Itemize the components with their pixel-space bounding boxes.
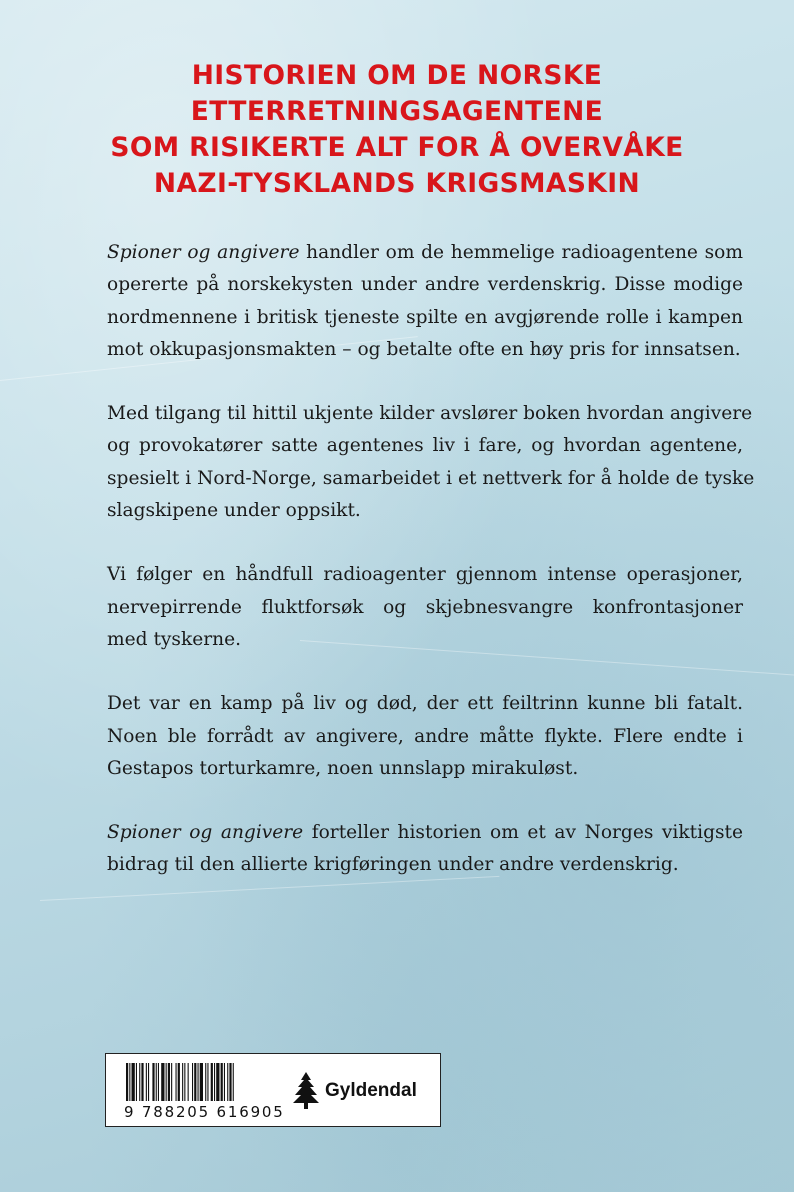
isbn-barcode-box [105,1053,441,1127]
barcode-bar [126,1063,128,1101]
text-line: slagskipene under oppsikt. [107,500,361,522]
barcode-bar [224,1063,225,1101]
text-line: med tyskerne. [107,628,242,650]
text-line: Med tilgang til hittil ukjente kilder avslører boken hvordan angivere [107,403,753,425]
barcode-bar [194,1063,196,1101]
text-line: nervepirrende fluktforsøk og skjebnesvangre konfrontasjoner [107,596,743,618]
text-line: nordmennene i britisk tjeneste spilte en avgjørende rolle i kampen [107,306,743,328]
publisher-name: Gyldendal [325,1080,417,1101]
barcode-bar [205,1063,206,1101]
barcode-bar [216,1063,219,1101]
text-line: Vi følger en håndfull radioagenter gjennom intense operasjoner, [107,564,743,586]
text-line: bidrag til den allierte krigføringen under andre verdenskrig. [107,854,679,876]
book-title-italic: Spioner og angivere [107,822,304,844]
barcode-bar [211,1063,213,1101]
text-span: forteller historien om et av Norges viktigste [303,822,743,844]
blurb-paragraph-5 [107,817,743,882]
barcode-bar [221,1063,223,1101]
barcode-bar [188,1063,189,1101]
barcode-bar [148,1063,149,1101]
barcode-bar [227,1063,228,1101]
book-title-italic: Spioner og angivere [107,242,300,263]
barcode-bar [152,1063,154,1101]
text-span: handler om de hemmelige radioagentene som [299,242,743,263]
headline-line: ETTERRETNINGSAGENTENE [190,96,604,127]
text-line: Noen ble forrådt av angivere, andre måtte flykte. Flere endte i [107,725,743,747]
blurb-paragraph-4 [107,688,743,785]
barcode-bar [168,1063,170,1101]
barcode-bar [166,1063,167,1101]
blurb-paragraph-2 [107,398,755,527]
barcode-bar [182,1063,183,1101]
tree-icon [291,1070,321,1110]
blurb-paragraph-3 [107,559,743,656]
text-line [107,817,743,849]
barcode-bar [132,1063,135,1101]
text-line: spesielt i Nord-Norge, samarbeidet i et nettverk for å holde de tyske [107,467,755,489]
text-line: opererte på norskekysten under andre verdenskrig. Disse modige [107,274,743,296]
blurb-text [107,237,755,914]
barcode-bar [161,1063,164,1101]
barcode-bar [158,1063,159,1101]
barcode-bar [200,1063,203,1101]
text-line: Gestapos torturkamre, noen unnslapp mirakuløst. [107,757,579,779]
barcode-bar [141,1063,143,1101]
barcode-bar [214,1063,215,1101]
barcode-bar [207,1063,208,1101]
barcode-bar [176,1063,177,1101]
blurb-paragraph-1 [107,237,743,366]
publisher-logo [291,1070,436,1112]
text-line: mot okkupasjonsmakten – og betalte ofte en høy pris for innsatsen. [107,338,741,360]
text-line: og provokatører satte agentenes liv i fare, og hvordan agentene, [107,435,743,457]
headline-line: HISTORIEN OM DE NORSKE [191,60,603,91]
barcode-bar [171,1063,172,1101]
barcode-bar [139,1063,140,1101]
barcode-bar [178,1063,180,1101]
barcode-bar [192,1063,193,1101]
barcode-bar [229,1063,231,1101]
isbn-number: 9 788205 616905 [124,1103,285,1121]
text-line: Det var en kamp på liv og død, der ett feiltrinn kunne bli fatalt. [107,693,743,715]
barcode-bar [136,1063,137,1101]
headline [0,58,794,202]
barcode-bar [198,1063,199,1101]
barcode-icon [126,1063,276,1103]
barcode-bar [233,1063,234,1101]
text-line [107,237,743,269]
barcode-bar [184,1063,185,1101]
barcode-bar [146,1063,147,1101]
barcode-bar [129,1063,130,1101]
headline-line: SOM RISIKERTE ALT FOR Å OVERVÅKE [110,132,684,163]
headline-line: NAZI-TYSKLANDS KRIGSMASKIN [153,168,641,199]
barcode-bar [156,1063,157,1101]
